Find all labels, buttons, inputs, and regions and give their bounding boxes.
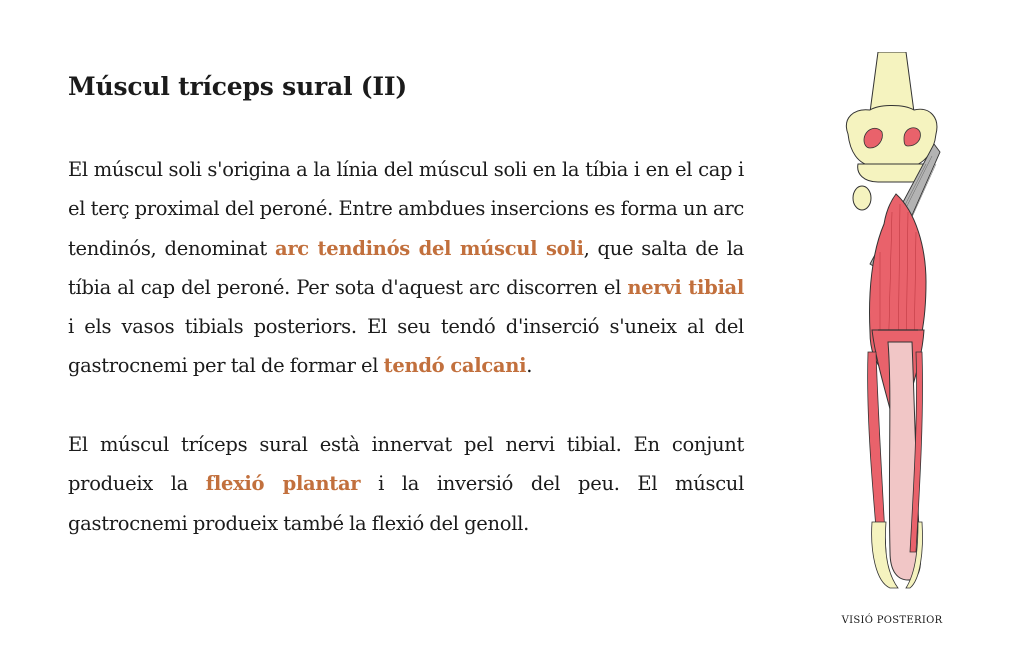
page-title: Múscul tríceps sural (II) (68, 72, 407, 101)
paragraph-text: El múscul soli s'origina a la línia del múscul soli en la tíbia i en el cap i el terç proximal del peroné. Entre ambdues insercions es forma un arc tendinós, denominat (68, 158, 744, 260)
leg-anatomy-illustration (836, 52, 948, 592)
link-flexio-plantar[interactable]: flexió plantar (205, 472, 361, 496)
paragraph-text: i els vasos tibials posteriors. El seu tendó d'inserció s'uneix al del gastrocnemi per tal de formar el (68, 315, 744, 378)
link-tendo-calcani[interactable]: tendó calcani (383, 354, 527, 378)
paragraph-text: El múscul tríceps sural està innervat pel nervi tibial. En conjunt produeix la (68, 433, 744, 496)
paragraph-soleus-origin (68, 150, 744, 386)
paragraph-text: . (526, 354, 533, 378)
figure-caption: VISIÓ POSTERIOR (841, 615, 943, 626)
body-text (68, 150, 744, 543)
paragraph-innervation (68, 425, 744, 543)
paragraph-text: i la inversió del peu. El múscul gastrocnemi produeix també la flexió del genoll. (68, 472, 745, 535)
paragraph-text: , que salta de la tíbia al cap del peroné. Per sota d'aquest arc discorren el (68, 236, 744, 299)
link-nervi-tibial[interactable]: nervi tibial (627, 275, 744, 299)
link-arc-tendinos[interactable]: arc tendinós del múscul soli (275, 236, 584, 260)
